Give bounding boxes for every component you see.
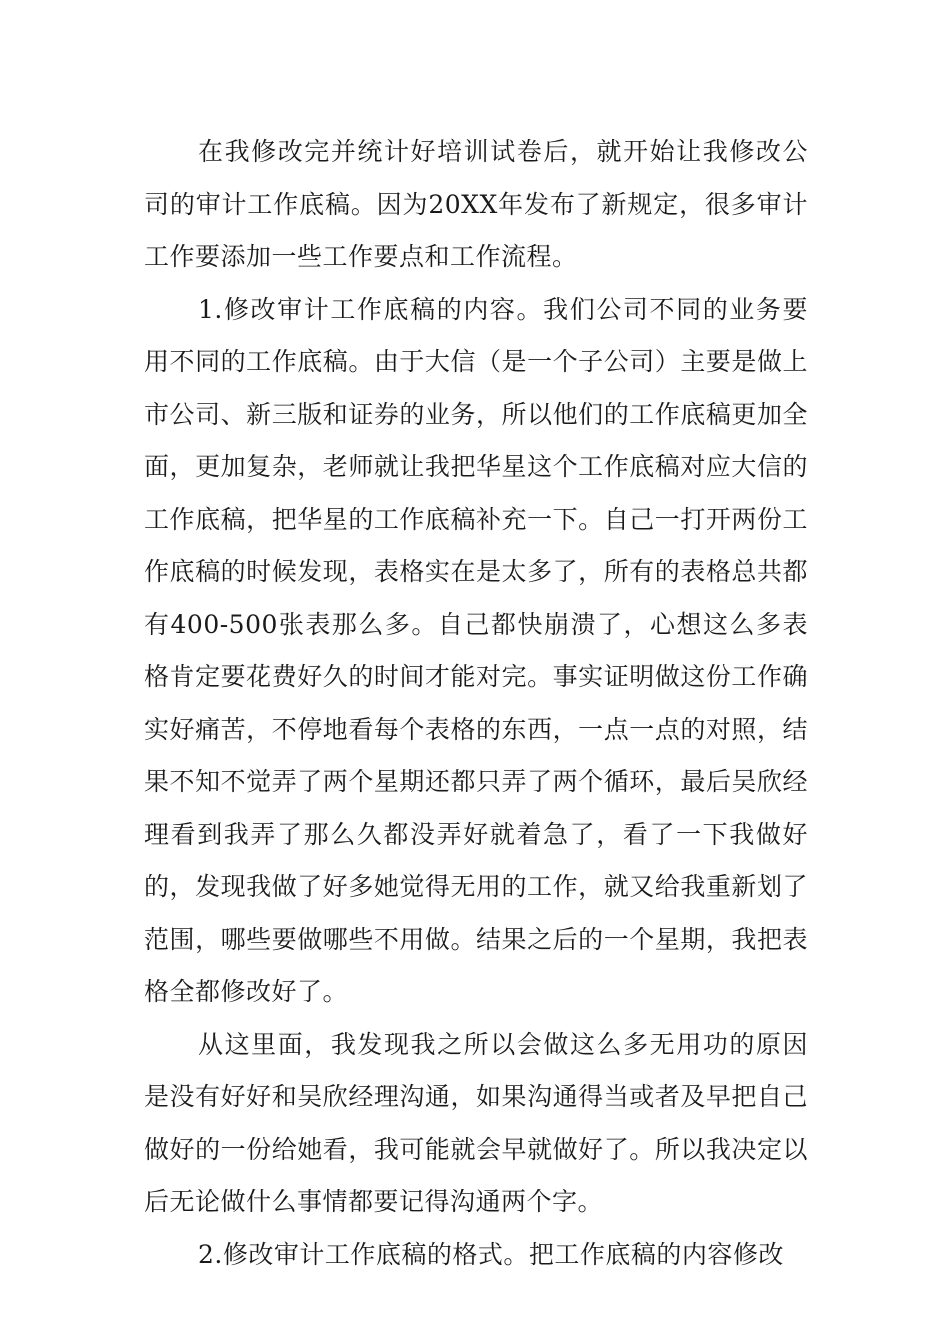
paragraph-item-1: 1.修改审计工作底稿的内容。我们公司不同的业务要用不同的工作底稿。由于大信（是一个子公司）主要是做上市公司、新三版和证券的业务，所以他们的工作底稿更加全面，更加复杂，老师就让我把华星这个工作底稿对应大信的工作底稿，把华星的工作底稿补充一下。自己一打开两份工作底稿的时候发现，表格实在是太多了，所有的表格总共都有400-500张表那么多。自己都快崩溃了，心想这么多表格肯定要花费好久的时间才能对完。事实证明做这份工作确实好痛苦，不停地看每个表格的东西，一点一点的对照，结果不知不觉弄了两个星期还都只弄了两个循环，最后吴欣经理看到我弄了那么久都没弄好就着急了，看了一下我做好的，发现我做了好多她觉得无用的工作，就又给我重新划了范围，哪些要做哪些不用做。结果之后的一个星期，我把表格全都修改好了。 (144, 294, 808, 1006)
paragraph-intro: 在我修改完并统计好培训试卷后，就开始让我修改公司的审计工作底稿。因为20XX年发布了新规定，很多审计工作要添加一些工作要点和工作流程。 (144, 137, 808, 271)
paragraph-reflection: 从这里面，我发现我之所以会做这么多无用功的原因是没有好好和吴欣经理沟通，如果沟通得当或者及早把自己做好的一份给她看，我可能就会早就做好了。所以我决定以后无论做什么事情都要记得沟通两个字。 (144, 1029, 808, 1216)
document-body (144, 126, 808, 1281)
paragraph-item-2: 2.修改审计工作底稿的格式。把工作底稿的内容修改 (198, 1239, 784, 1269)
